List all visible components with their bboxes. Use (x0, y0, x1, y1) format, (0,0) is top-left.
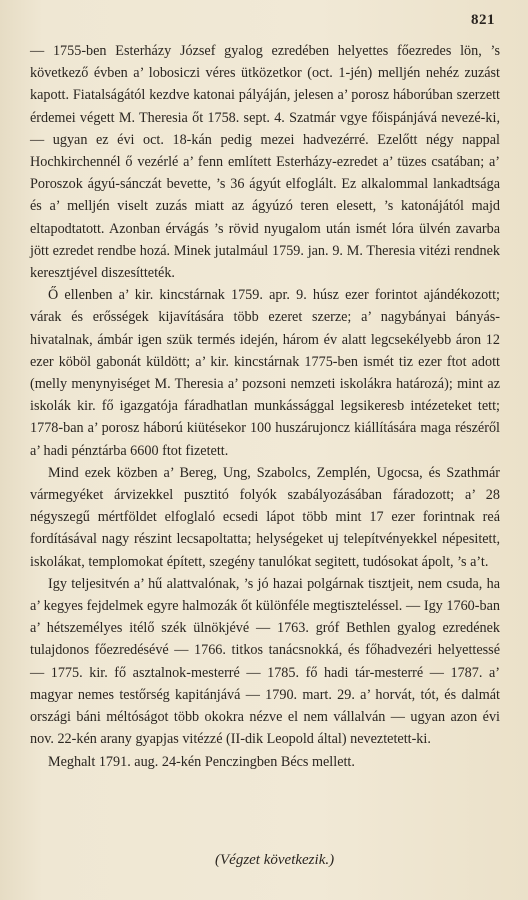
paragraph-3: Mind ezek közben a’ Bereg, Ung, Szabolcs, Zemplén, Ugocsa, és Szathmár vármegyéket árvizekkel pusztitó folyók szabályozásában fáradozott; a’ 28 négyszegű mértföldet elfoglaló ecsedi lápot több mint 17 ezer forintnak reá fordításával nagy részint lecsapoltatta; helységeket uj telepítvényekkel népesitett, iskolákat, templomokat épített, szegény tanulókat segitett, tudósokat ápolt, ’s a’t. (30, 464, 500, 570)
paragraph-5: Meghalt 1791. aug. 24-kén Penczingben Bécs mellett. (48, 753, 355, 770)
continuation-note: (Végzet következik.) (215, 852, 335, 868)
body-text (30, 40, 500, 773)
page-number: 821 (471, 12, 495, 28)
paragraph-1: — 1755-ben Esterházy József gyalog ezredében helyettes főezredes lön, ’s következő évben a’ lobosiczi véres ütközetkor (oct. 1-jén) melljén nehéz zuzást kapott. Fiatalságától kezdve katonai pályáján, jelesen a’ porosz háborúban szerzett érdemei végett M. Theresia őt 1758. sept. 4. Szatmár vgye főispánjává nevezé-ki, — ugyan ez évi oct. 18-kán pedig mezei hadvezérré. Ezelőtt négy nappal Hochkirchennél ő vezérlé a’ fenn említett Esterházy-ezredet a’ tüzes csatában; a’ Poroszok ágyú-sánczát bevette, ’s 36 ágyút elfoglált. Ez alkalommal lankadtsága és a’ melljén viselt zuzás miatt az ágyúzó teren elesett, ’s katonájától majd eltapodtatott. Azonban érvágás ’s rövid nyugalom után ismét lóra ülvén zavarba jött ezredet rendbe hozá. Minek jutalmául 1759. jan. 9. M. Theresia vitézi rendnek keresztjével diszesítteték. (30, 43, 500, 282)
paragraph-4: Igy teljesitvén a’ hű alattvalónak, ’s jó hazai polgárnak tisztjeit, nem csuda, ha a’ kegyes fejdelmek egyre halmozák őt különféle megtiszteléssel. — Igy 1760-ban a’ hétszemélyes itélő szék ülnökjévé — 1763. gróf Bethlen gyalog ezredének tulajdonos főezredésévé — 1766. titkos tanácsnokká, és főhadvezéri helyettessé — 1775. kir. fő asztalnok-mesterré — 1785. fő hadi tár-mesterré — 1787. a’ magyar nemes testőrség kapitánjává — 1790. mart. 29. a’ horvát, tót, és dalmát országi báni méltóságot több okokra nézve el nem vállalván — ugyan azon évi nov. 22-kén arany gyapjas vitézzé (II-dik Leopold által) neveztetett-ki. (30, 575, 500, 748)
paragraph-2: Ő ellenben a’ kir. kincstárnak 1759. apr. 9. húsz ezer forintot ajándékozott; várak és erősségek kijavítására több ezeret szerze; a’ nagybányai bányás-hivatalnak, ámbár igen szük termés idején, három év alatt legcsekélyebb áron 12 ezer köböl gabonát küldött; a’ kir. kincstárnak 1775-ben ismét tiz ezer ftot adott (melly menynyiséget M. Theresia a’ pozsoni nemzeti iskolákra határozá); mint az iskolák kir. fő igazgatója fáradhatlan munkássággal legsikeresb intézeteket tett; 1778-ban a’ porosz háború kiütésekor 100 huszárujoncz kiállítására maga részéről a’ hadi pénztárba 6600 ftot fizetett. (30, 287, 500, 459)
